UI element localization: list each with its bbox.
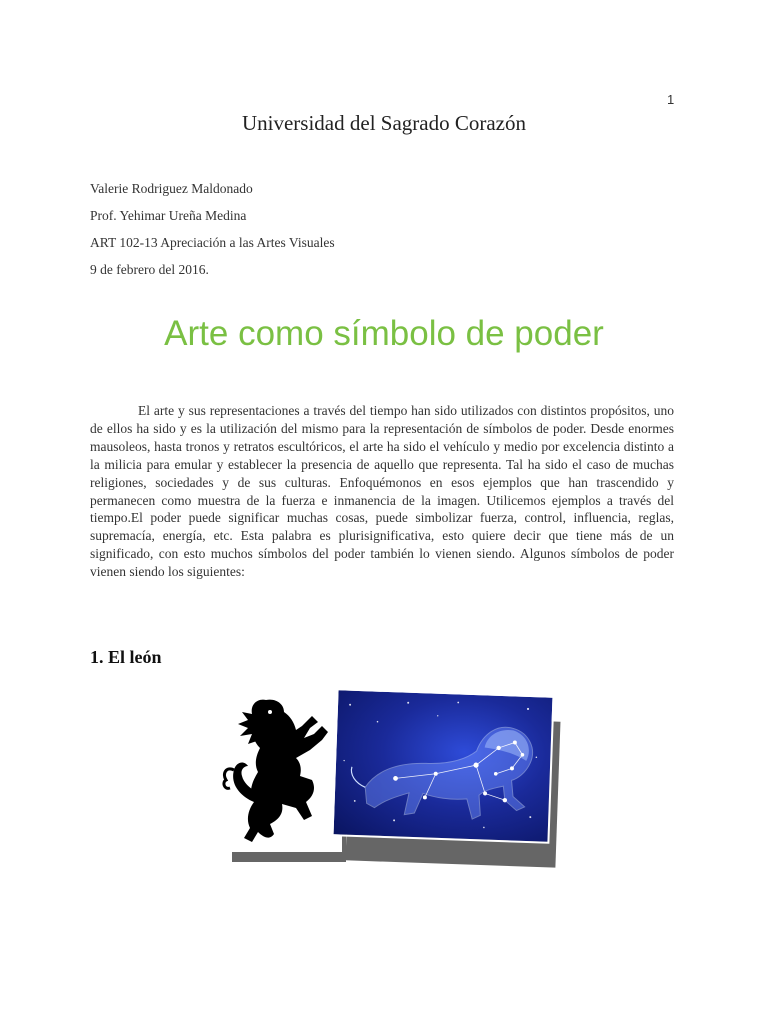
body-line: muchas cosas, puede simbolizar fuerza, control, influencia, reglas, supremacía, energía, etc. Esta	[90, 510, 675, 544]
body-line: inmanencia de la imagen. Utilicemos ejemplos a través del tiempo.El poder puede significar	[90, 492, 675, 526]
body-line: palabra es plurisignificativa, esto quiere decir que tiene más de un significado, con esto muchos	[90, 528, 674, 562]
lion-silhouette-svg	[218, 692, 342, 852]
leo-constellation-lion-icon	[331, 688, 554, 844]
university-name: Universidad del Sagrado Corazón	[241, 111, 526, 135]
body-line: símbolos del poder también lo vienen siendo. Algunos símbolos de poder vienen siendo los	[90, 546, 674, 580]
body-line: El arte y sus representaciones a través del tiempo han sido utilizados con distintos	[138, 403, 587, 418]
body-line: de poder. Desde enormes mausoleos, hasta tronos y retratos escultóricos, el arte ha sido el	[90, 420, 674, 454]
body-line: siguientes:	[187, 564, 245, 580]
body-line: vehículo y medio por excelencia distinto a la milicia para emular y establecer la presencia de	[90, 438, 675, 472]
body-line: aquello que representa. Tal ha sido el caso de muchas religiones, sociedades y de sus culturas.	[90, 456, 674, 490]
page-number: 1	[667, 92, 675, 107]
document-title: Arte como símbolo de poder	[164, 314, 604, 353]
section-heading: 1. El león	[90, 647, 162, 667]
constellation-svg	[334, 690, 553, 841]
lion-rampant-silhouette-icon	[218, 692, 342, 852]
body-paragraph	[90, 402, 674, 581]
document-meta	[90, 175, 335, 283]
body-line: Enfoquémonos en esos ejemplos que han trascendido y permanecen como muestra de la fuerza e	[90, 474, 674, 508]
professor-name: Prof. Yehimar Ureña Medina	[90, 208, 247, 223]
author-name: Valerie Rodriguez Maldonado	[90, 181, 253, 196]
body-line: propósitos, uno de ellos ha sido y es la utilización del mismo para la representación de símbolos	[90, 403, 675, 436]
course-name: ART 102-13 Apreciación a las Artes Visuales	[90, 235, 335, 250]
document-date: 9 de febrero del 2016.	[90, 262, 209, 277]
